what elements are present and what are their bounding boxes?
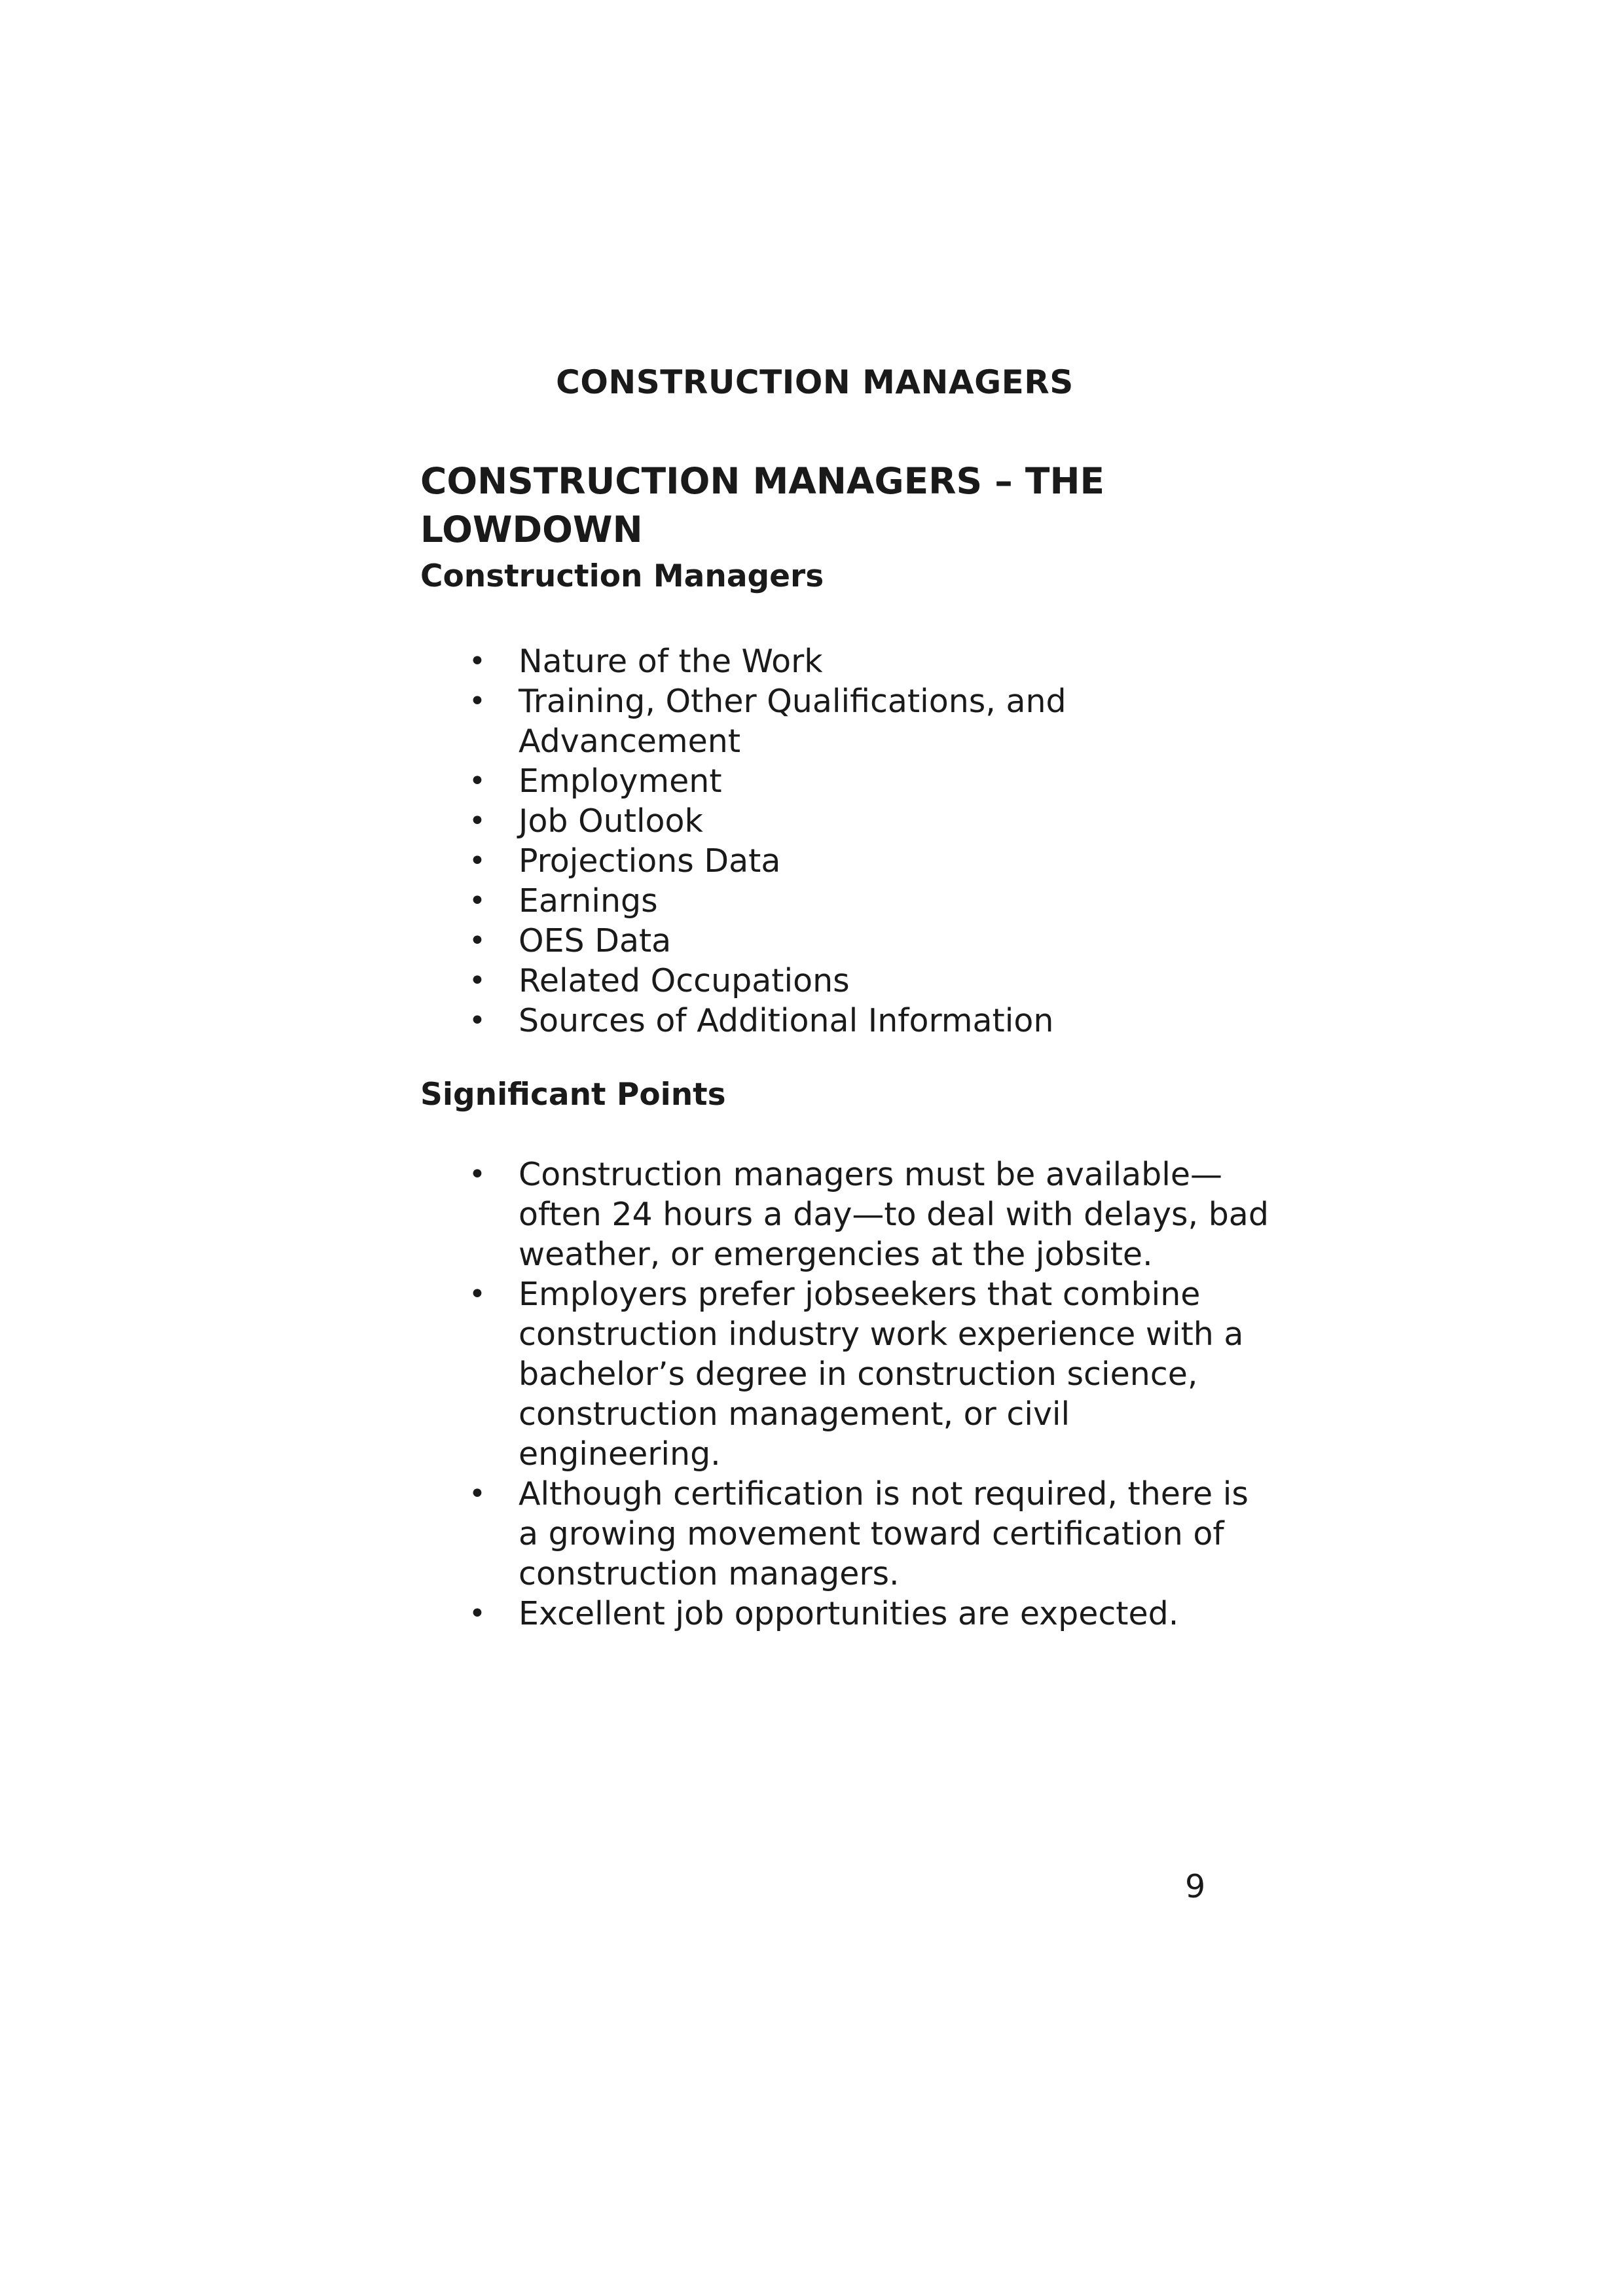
subsection-title: Construction Managers [420, 558, 824, 594]
topic-label: Projections Data [519, 842, 781, 880]
topic-item [420, 681, 1271, 761]
topic-item [420, 1001, 1271, 1041]
bullet-icon: • [469, 764, 486, 798]
topic-label: Employment [519, 762, 722, 800]
topic-item [420, 961, 1271, 1001]
point-text: Construction managers must be available—often 24 hours a day—to deal with delays, bad weather, or emergencies at the jobsite. [519, 1156, 1269, 1273]
topic-label: Nature of the Work [519, 643, 823, 680]
topic-item [420, 801, 1271, 841]
point-text: Employers prefer jobseekers that combine construction industry work experience with a bachelor’s degree in construction science, construction management, or civil engineering. [519, 1276, 1244, 1473]
section-title: CONSTRUCTION MANAGERS – THE LOWDOWN [420, 460, 1105, 550]
topic-label: Job Outlook [519, 802, 703, 840]
running-head: CONSTRUCTION MANAGERS [556, 363, 1074, 401]
topic-item [420, 761, 1271, 801]
page-content [420, 457, 1271, 1634]
significant-points-list [420, 1155, 1271, 1634]
bullet-icon: • [469, 844, 486, 878]
topic-label: Related Occupations [519, 962, 850, 999]
topic-label: OES Data [519, 922, 672, 960]
topic-item [420, 881, 1271, 921]
topic-label: Earnings [519, 882, 658, 920]
point-text: Excellent job opportunities are expected. [519, 1595, 1179, 1632]
topic-list [420, 641, 1271, 1041]
significant-point [420, 1474, 1271, 1594]
bullet-icon: • [469, 884, 486, 918]
bullet-icon: • [469, 1477, 486, 1511]
bullet-icon: • [469, 1158, 486, 1191]
topic-label: Sources of Additional Information [519, 1002, 1054, 1039]
significant-point [420, 1594, 1271, 1634]
page-number: 9 [1185, 1868, 1206, 1905]
point-text: Although certification is not required, there is a growing movement toward certification of construction managers. [519, 1475, 1249, 1592]
bullet-icon: • [469, 685, 486, 718]
bullet-icon: • [469, 1597, 486, 1630]
significant-point [420, 1155, 1271, 1274]
topic-item [420, 641, 1271, 681]
bullet-icon: • [469, 1004, 486, 1037]
bullet-icon: • [469, 1278, 486, 1311]
significant-points-title: Significant Points [420, 1077, 726, 1113]
bullet-icon: • [469, 964, 486, 997]
bullet-icon: • [469, 924, 486, 958]
bullet-icon: • [469, 645, 486, 678]
topic-item [420, 841, 1271, 881]
topic-item [420, 921, 1271, 961]
significant-point [420, 1274, 1271, 1474]
bullet-icon: • [469, 804, 486, 838]
topic-label: Training, Other Qualifications, and Advancement [519, 683, 1067, 760]
